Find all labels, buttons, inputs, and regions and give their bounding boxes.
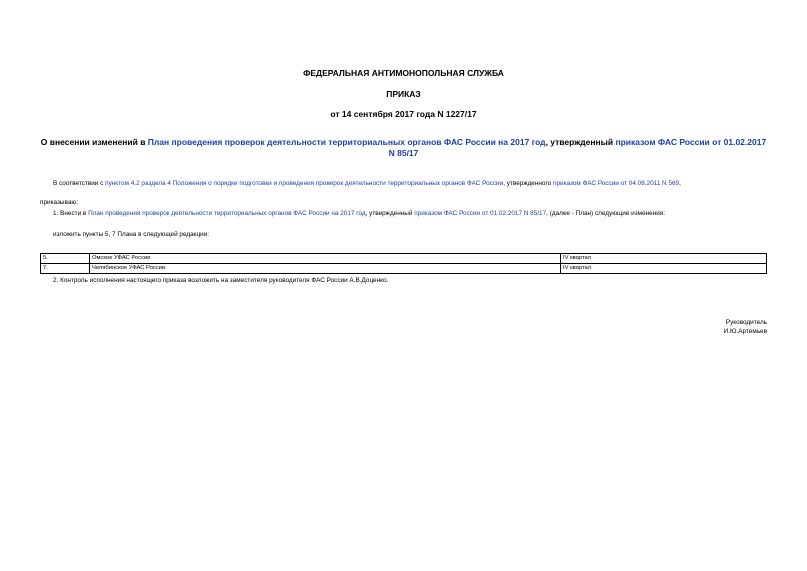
row-organization: Челябинское УФАС России [90, 264, 561, 274]
paragraph-edit-instruction: изложить пункты 5, 7 Плана в следующей редакции: [53, 231, 210, 238]
row-quarter: IV квартал [561, 254, 767, 264]
title-link-plan[interactable]: План проведения проверок деятельности территориальных органов ФАС России на 2017 год [147, 137, 546, 147]
row-organization: Омское УФАС России [90, 254, 561, 264]
doc-type-heading: ПРИКАЗ [386, 89, 421, 99]
paragraph-item-2: 2. Контроль исполнения настоящего приказа возложить на заместителя руководителя ФАС России А.В.Доценко. [53, 277, 389, 284]
title-text-1: О внесении изменений в [40, 137, 148, 147]
paragraph-basis [53, 180, 681, 188]
item1-text-1: 1. Внести в [53, 210, 89, 217]
table-row [41, 264, 767, 274]
basis-text-2: , утвержденного [503, 180, 553, 187]
item1-text-3: , (далее - План) следующие изменения: [546, 210, 666, 217]
document-title [40, 137, 767, 159]
signature-position: Руководитель [725, 319, 767, 326]
table-row [41, 254, 767, 264]
doc-date-number: от 14 сентября 2017 года N 1227/17 [330, 109, 477, 119]
title-link-order[interactable]: приказом ФАС России от 01.02.2017 N 85/17 [388, 137, 767, 158]
item1-link-order[interactable]: приказом ФАС России от 01.02.2017 N 85/17 [414, 210, 547, 217]
signature-name: И.Ю.Артемьев [723, 328, 767, 335]
row-quarter: IV квартал [561, 264, 767, 274]
paragraph-order-word: приказываю: [40, 199, 78, 206]
paragraph-item-1 [53, 210, 665, 218]
item1-link-plan[interactable]: План проведения проверок деятельности территориальных органов ФАС России на 2017 год [88, 210, 366, 217]
title-text-2: , утвержденный [545, 137, 616, 147]
basis-text-3: , [679, 180, 681, 187]
agency-heading: ФЕДЕРАЛЬНАЯ АНТИМОНОПОЛЬНАЯ СЛУЖБА [303, 68, 504, 78]
row-number: 5. [41, 254, 90, 264]
plan-table [40, 253, 767, 274]
item1-text-2: , утвержденный [365, 210, 415, 217]
basis-link-regulation[interactable]: пунктом 4.2 раздела 4 Положения о порядке подготовки и проведения проверок деятельности территориальных органов ФАС России [105, 180, 504, 187]
basis-link-order[interactable]: приказом ФАС России от 04.08.2011 N 569 [553, 180, 680, 187]
row-number: 7. [41, 264, 90, 274]
basis-text-1: В соответствии с [53, 180, 106, 187]
